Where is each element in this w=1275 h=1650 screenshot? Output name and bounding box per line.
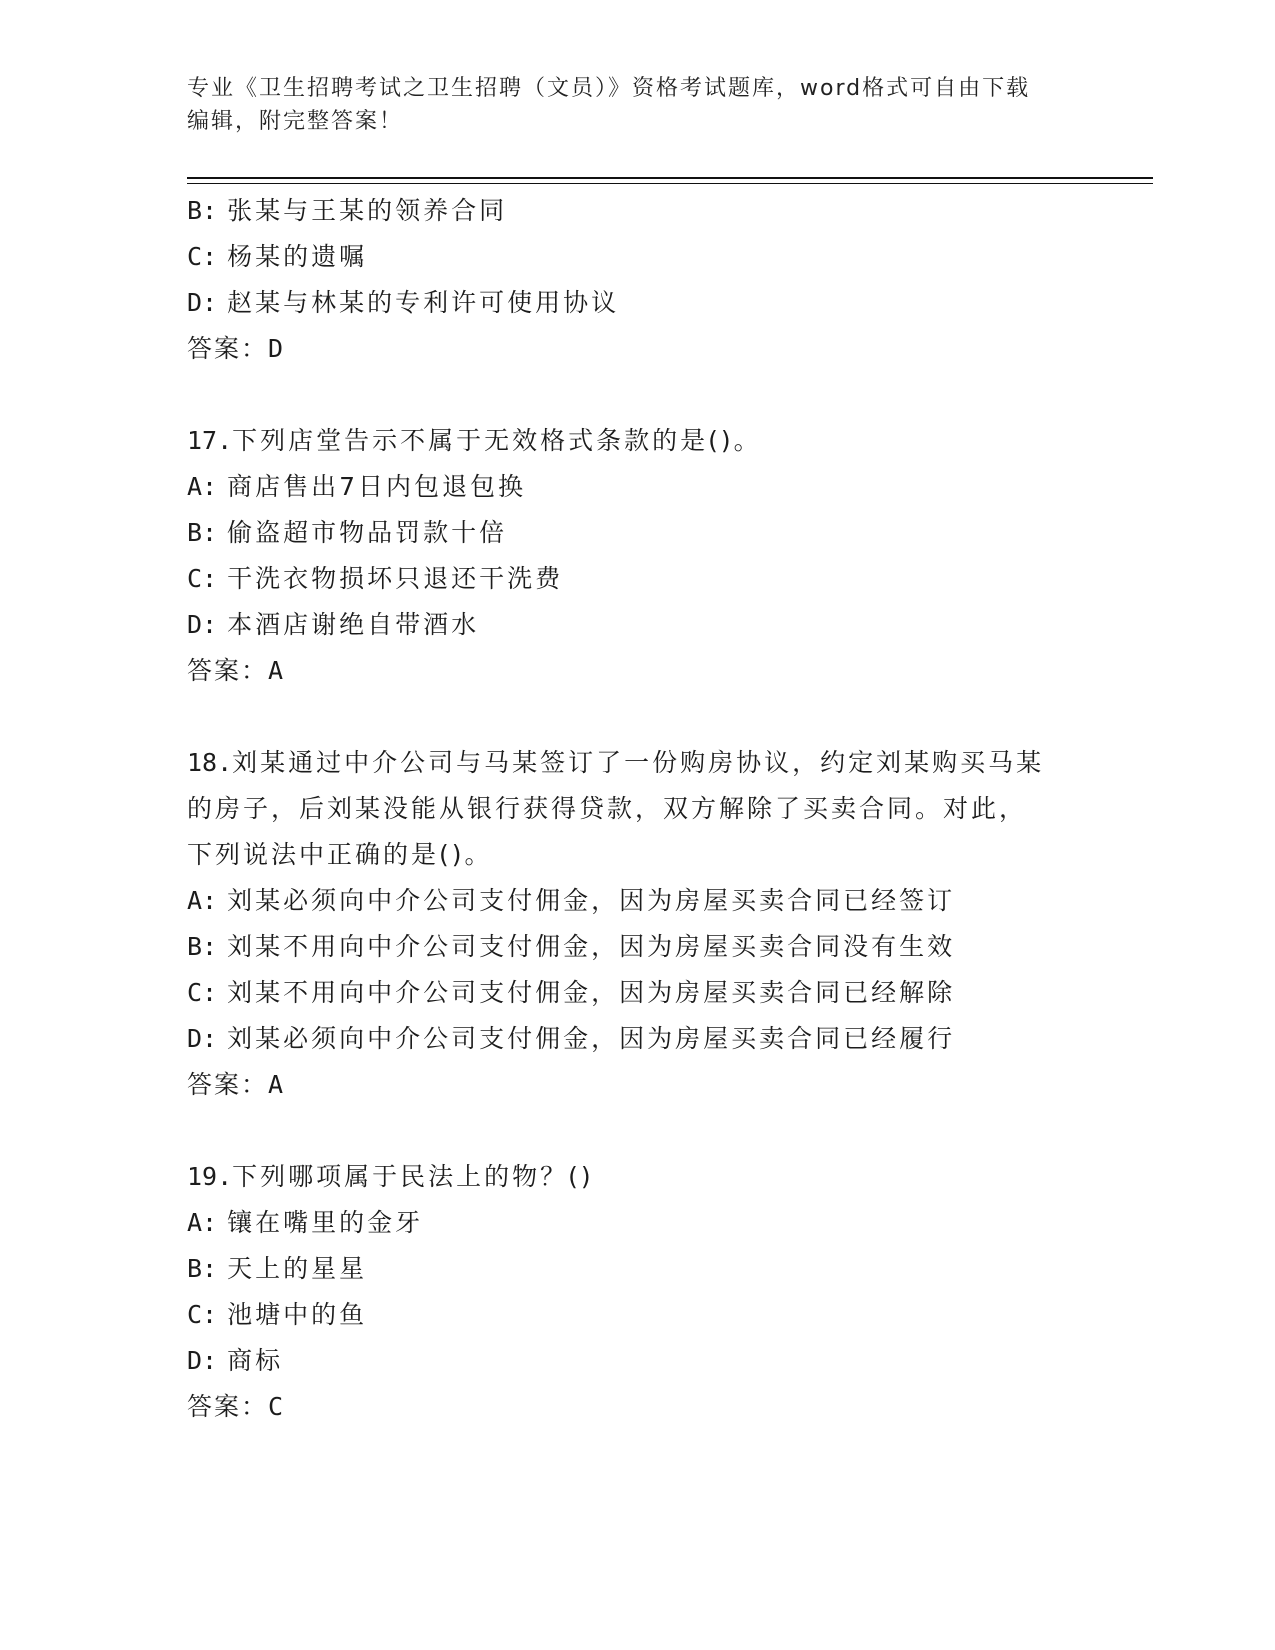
answer-line (187, 326, 1087, 372)
option-letter: C: (187, 978, 218, 1007)
option-letter: B: (187, 518, 218, 547)
option-text: 杨某的遗嘱 (227, 242, 368, 271)
option-letter: D: (187, 1024, 218, 1053)
option-letter: C: (187, 1300, 218, 1329)
option-letter: A: (187, 886, 218, 915)
option-letter: D: (187, 1346, 218, 1375)
question-list (187, 188, 1087, 1430)
option-text: 刘某必须向中介公司支付佣金，因为房屋买卖合同已经签订 (227, 886, 956, 915)
option-text: 干洗衣物损坏只退还干洗费 (227, 564, 564, 593)
answer-value: D (268, 334, 286, 363)
option-text: 池塘中的鱼 (227, 1300, 368, 1329)
option-letter: B: (187, 1254, 218, 1283)
question-text: 下列哪项属于民法上的物？() (232, 1162, 594, 1191)
answer-label: 答案： (187, 1392, 269, 1421)
option-text: 本酒店谢绝自带酒水 (227, 610, 480, 639)
option-c (187, 556, 1087, 602)
option-text: 张某与王某的领养合同 (227, 196, 508, 225)
option-c (187, 234, 1087, 280)
option-text: 镶在嘴里的金牙 (227, 1208, 424, 1237)
option-text: 天上的星星 (227, 1254, 368, 1283)
header-line-1: 专业《卫生招聘考试之卫生招聘（文员）》资格考试题库，word格式可自由下载 (187, 76, 1031, 101)
header-line-2: 编辑，附完整答案！ (187, 109, 404, 134)
question-17 (187, 418, 1087, 694)
spacer (187, 372, 1087, 418)
option-text: 刘某不用向中介公司支付佣金，因为房屋买卖合同已经解除 (227, 978, 956, 1007)
question-stem (187, 740, 1087, 786)
header-divider-thin (187, 183, 1153, 184)
option-a (187, 1200, 1087, 1246)
question-stem (187, 1154, 1087, 1200)
answer-value: A (268, 1070, 286, 1099)
option-text: 刘某必须向中介公司支付佣金，因为房屋买卖合同已经履行 (227, 1024, 956, 1053)
option-c (187, 970, 1087, 1016)
question-stem (187, 418, 1087, 464)
option-d (187, 1016, 1087, 1062)
spacer (187, 694, 1087, 740)
answer-line (187, 1384, 1087, 1430)
answer-label: 答案： (187, 656, 269, 685)
option-text: 商店售出7日内包退包换 (227, 472, 527, 501)
question-number: 19. (187, 1162, 233, 1191)
option-letter: B: (187, 196, 218, 225)
option-letter: B: (187, 932, 218, 961)
option-d (187, 280, 1087, 326)
question-16-continued (187, 188, 1087, 372)
question-18 (187, 740, 1087, 1108)
option-b (187, 924, 1087, 970)
option-d (187, 602, 1087, 648)
question-number: 17. (187, 426, 233, 455)
option-text: 偷盗超市物品罚款十倍 (227, 518, 508, 547)
answer-value: A (268, 656, 286, 685)
option-text: 商标 (227, 1346, 284, 1375)
option-c (187, 1292, 1087, 1338)
answer-line (187, 648, 1087, 694)
option-letter: D: (187, 610, 218, 639)
header-divider-thick (187, 177, 1153, 179)
option-letter: D: (187, 288, 218, 317)
document-header (187, 72, 1087, 138)
answer-line (187, 1062, 1087, 1108)
question-stem-continued: 下列说法中正确的是()。 (187, 840, 493, 869)
question-text: 下列店堂告示不属于无效格式条款的是()。 (232, 426, 762, 455)
answer-value: C (268, 1392, 286, 1421)
option-text: 刘某不用向中介公司支付佣金，因为房屋买卖合同没有生效 (227, 932, 956, 961)
option-letter: C: (187, 242, 218, 271)
spacer (187, 1108, 1087, 1154)
question-stem-continued: 的房子，后刘某没能从银行获得贷款，双方解除了买卖合同。对此， (187, 794, 1028, 823)
question-text: 刘某通过中介公司与马某签订了一份购房协议，约定刘某购买马某 (232, 748, 1045, 777)
option-letter: C: (187, 564, 218, 593)
question-19 (187, 1154, 1087, 1430)
option-a (187, 878, 1087, 924)
option-letter: A: (187, 472, 218, 501)
question-number: 18. (187, 748, 233, 777)
option-b (187, 188, 1087, 234)
option-b (187, 510, 1087, 556)
answer-label: 答案： (187, 1070, 269, 1099)
option-letter: A: (187, 1208, 218, 1237)
option-d (187, 1338, 1087, 1384)
option-b (187, 1246, 1087, 1292)
option-text: 赵某与林某的专利许可使用协议 (227, 288, 620, 317)
option-a (187, 464, 1087, 510)
answer-label: 答案： (187, 334, 269, 363)
